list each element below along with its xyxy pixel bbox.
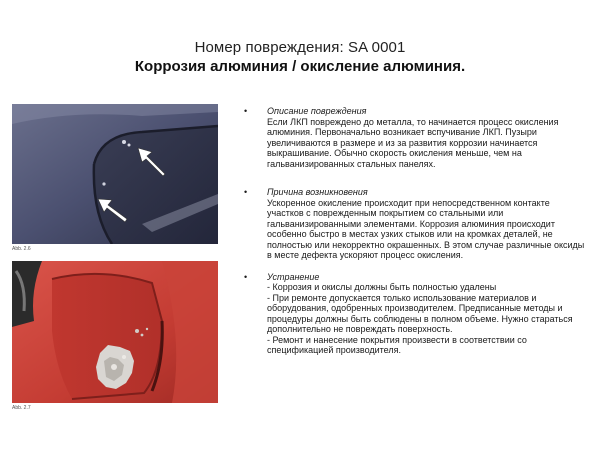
damage-photo-red-car [12, 261, 218, 403]
figure-caption: Abb. 2.6 [12, 246, 31, 252]
section-heading: Описание повреждения [267, 106, 367, 116]
blue-car-illustration [12, 104, 218, 244]
section-description [236, 106, 588, 169]
bullet: • [244, 271, 248, 282]
figure-caption: Abb. 2.7 [12, 405, 31, 411]
red-car-illustration [12, 261, 218, 403]
bullet: • [244, 106, 248, 116]
bullet: • [244, 187, 248, 197]
section-cause [236, 187, 588, 261]
damage-name-title: Коррозия алюминия / окисление алюминия. [134, 58, 466, 75]
section-body: Ускоренное окисление происходит при непосредственном контакте участков с поврежденным покрытием со стальными или гальванизированными элементами. Коррозия алюминия происходит особенно быстро в местах узких стыков или на кромках деталей, не полностью или некорректно окрашенных. В этом случае различные оксиды в месте дефекта ускоряют процесс окисления. [267, 197, 585, 260]
remedy-item: - Ремонт и нанесение покрытия произвести в соответствии со спецификацией производителя. [267, 334, 527, 355]
damage-number-title: Номер повреждения: SA 0001 [194, 39, 406, 56]
damage-description-list [236, 106, 588, 356]
section-heading: Устранение [267, 271, 320, 282]
section-body: Если ЛКП повреждено до металла, то начинается процесс окисления алюминия. Первоначально возникает вспучивание ЛКП. Пузыри увеличиваются в размере и из за развития коррозии начинается выкрашивание. Обычно скорость окисления меньше, чем на гальванизированных стальных панелях. [267, 116, 559, 169]
remedy-item: - При ремонте допускается только использование материалов и оборудования, одобренных производителем. Предписанные методы и процедуры должны быть соблюдены в полном объеме. Нужно стараться дополнительно не повреждать поверхность. [267, 292, 573, 334]
remedy-item: - Коррозия и окислы должны быть полностью удалены [267, 282, 497, 292]
damage-photo-blue-car [12, 104, 218, 244]
section-heading: Причина возникновения [267, 187, 368, 197]
section-remedy [236, 272, 588, 356]
